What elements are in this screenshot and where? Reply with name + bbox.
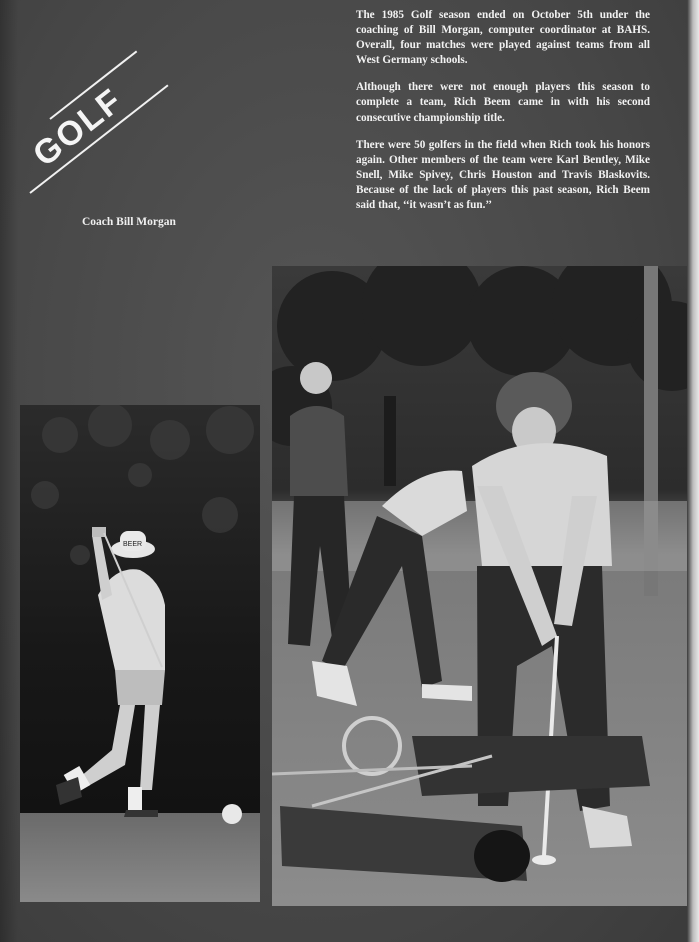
story-text (356, 8, 650, 225)
page-edge (687, 0, 699, 942)
story-paragraph-1: The 1985 Golf season ended on October 5th under the coaching of Bill Morgan, computer coordinator at BAHS. Overall, four matches were played against teams from all West Germany schools. (356, 9, 650, 67)
gutter-shadow (0, 0, 18, 942)
coach-caption: Coach Bill Morgan (82, 216, 176, 228)
heading-block (20, 40, 180, 175)
story-paragraph-2: Although there were not enough players this season to complete a team, Rich Beem came in with his second consecutive championship title. (356, 81, 650, 124)
coach-swing-photo (20, 405, 260, 902)
section-heading: GOLF (25, 81, 131, 175)
team-practice-photo (272, 266, 690, 906)
hat-text: BEER (123, 541, 143, 548)
story-paragraph-3: There were 50 golfers in the field when Rich took his honors again. Other members of the team were Karl Bentley, Mike Snell, Mike Spivey, Chris Houston and Travis Blaskovits. Because of the lack of players this past season, Rich Beem said that, ‘‘it wasn’t as fun.’’ (356, 138, 650, 212)
